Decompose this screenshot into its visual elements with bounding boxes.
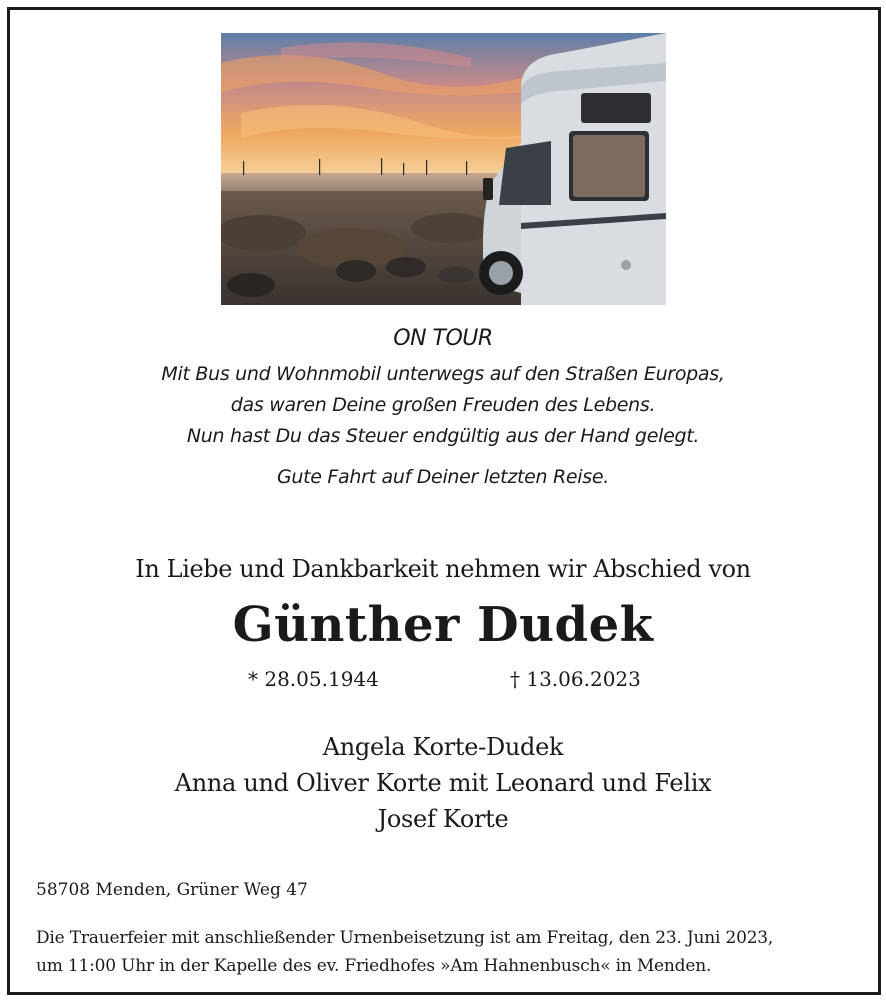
notice-intro: In Liebe und Dankbarkeit nehmen wir Abschied von <box>135 555 751 583</box>
mourner-name: Anna und Oliver Korte mit Leonard und Felix <box>174 769 712 797</box>
family-address: 58708 Menden, Grüner Weg 47 <box>36 880 308 900</box>
birth-date: * 28.05.1944 <box>248 667 379 691</box>
poem-title: ON TOUR <box>393 326 493 351</box>
camper-sunset-photo <box>221 33 666 305</box>
poem-line: Mit Bus und Wohnmobil unterwegs auf den Straßen Europas, <box>161 363 725 385</box>
poem-line: Nun hast Du das Steuer endgültig aus der Hand gelegt. <box>186 425 700 447</box>
ceremony-line: Die Trauerfeier mit anschließender Urnenbeisetzung ist am Freitag, den 23. Juni 2023, <box>36 928 774 948</box>
ceremony-line: um 11:00 Uhr in der Kapelle des ev. Friedhofes »Am Hahnenbusch« in Menden. <box>36 956 712 976</box>
poem-farewell-line: Gute Fahrt auf Deiner letzten Reise. <box>276 466 610 488</box>
mourner-name: Angela Korte-Dudek <box>322 733 564 761</box>
ceremony-info <box>36 924 836 980</box>
death-date: † 13.06.2023 <box>510 667 641 691</box>
mourner-name: Josef Korte <box>377 805 509 833</box>
deceased-name: Günther Dudek <box>232 597 654 653</box>
poem-line: das waren Deine großen Freuden des Lebens. <box>230 394 656 416</box>
